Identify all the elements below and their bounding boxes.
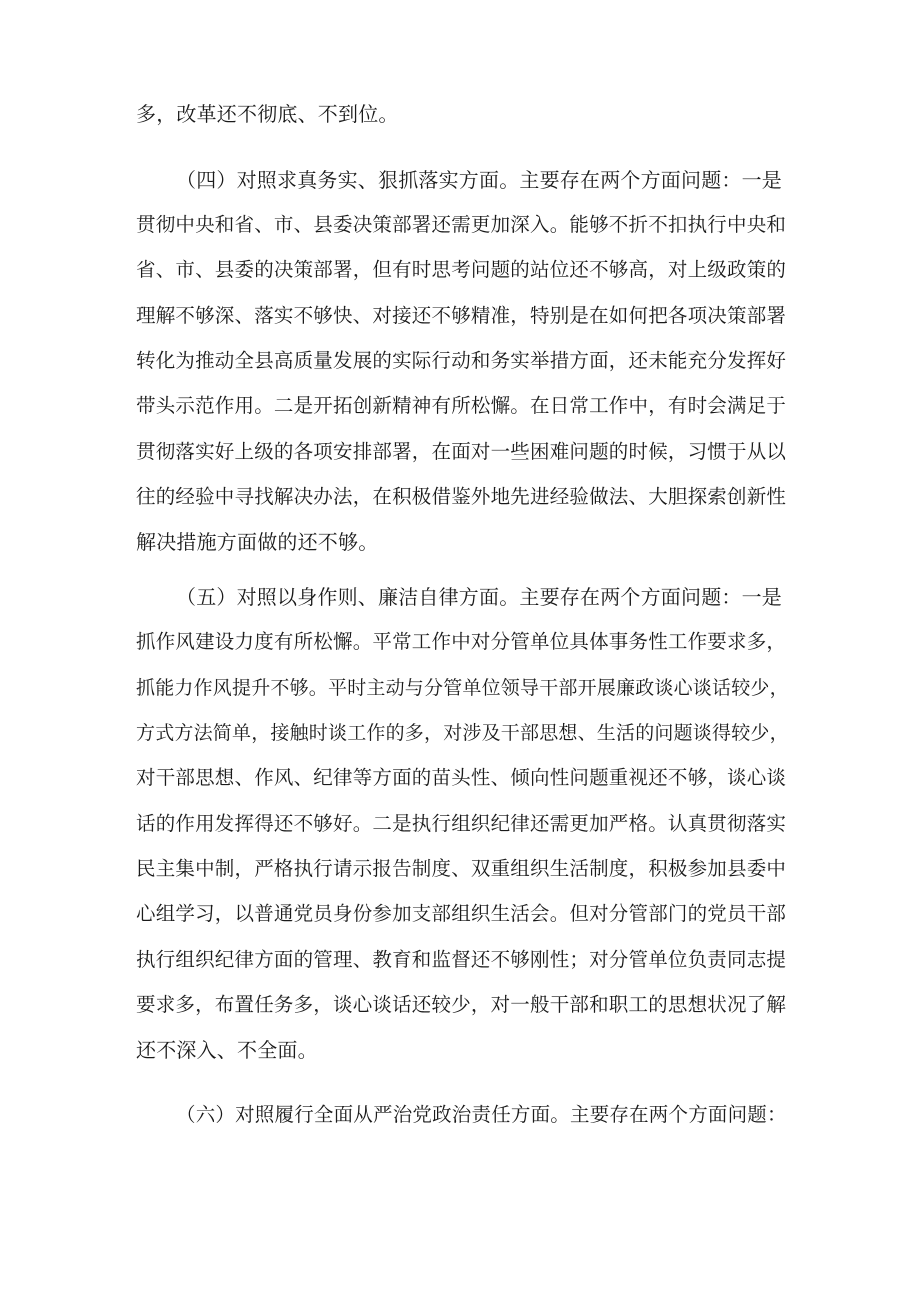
section-4-line: 解决措施方面做的还不够。 <box>136 530 379 554</box>
section-4-line: 贯彻中央和省、市、县委决策部署还需更加深入。能够不折不扣执行中央和 <box>136 213 787 236</box>
section-5-line: 方式方法简单，接触时谈工作的多，对涉及干部思想、生活的问题谈得较少， <box>136 722 789 744</box>
section-4-line: 省、市、县委的决策部署，但有时思考问题的站位还不够高，对上级政策的 <box>136 258 787 281</box>
section-4-heading-line: （四）对照求真务实、狠抓落实方面。主要存在两个方面问题：一是 <box>176 168 782 192</box>
section-6-heading-line: （六）对照履行全面从严治党政治责任方面。主要存在两个方面问题： <box>176 1103 787 1126</box>
section-5-line: 抓能力作风提升不够。平时主动与分管单位领导干部开展廉政谈心谈话较少， <box>136 677 789 699</box>
section-5-line: 抓作风建设力度有所松懈。平常工作中对分管单位具体事务性工作要求多， <box>136 630 787 653</box>
section-4-line: 带头示范作用。二是开拓创新精神有所松懈。在日常工作中，有时会满足于 <box>136 394 787 417</box>
section-5-line: 话的作用发挥得还不够好。二是执行组织纪律还需更加严格。认真贯彻落实 <box>136 812 787 835</box>
section-5-line: 民主集中制，严格执行请示报告制度、双重组织生活制度，积极参加县委中 <box>136 857 787 880</box>
section-4-line: 贯彻落实好上级的各项安排部署，在面对一些困难问题的时候，习惯于从以 <box>136 440 787 463</box>
section-5-line: 心组学习，以普通党员身份参加支部组织生活会。但对分管部门的党员干部 <box>136 902 787 925</box>
section-5-line: 还不深入、不全面。 <box>136 1038 318 1062</box>
section-4-line: 往的经验中寻找解决办法，在积极借鉴外地先进经验做法、大胆探索创新性 <box>136 485 787 508</box>
section-4-line: 转化为推动全县高质量发展的实际行动和务实举措方面，还未能充分发挥好 <box>136 349 787 372</box>
section-5-heading-line: （五）对照以身作则、廉洁自律方面。主要存在两个方面问题：一是 <box>176 585 782 609</box>
section-4-line: 理解不够深、落实不够快、对接还不够精准，特别是在如何把各项决策部署 <box>136 304 787 327</box>
paragraph-3-line-end: 多，改革还不彻底、不到位。 <box>136 102 399 126</box>
section-5-line: 要求多，布置任务多，谈心谈话还较少，对一般干部和职工的思想状况了解 <box>136 993 787 1016</box>
section-5-line: 执行组织纪律方面的管理、教育和监督还不够刚性；对分管单位负责同志提 <box>136 948 787 971</box>
section-5-line: 对干部思想、作风、纪律等方面的苗头性、倾向性问题重视还不够，谈心谈 <box>136 766 787 789</box>
